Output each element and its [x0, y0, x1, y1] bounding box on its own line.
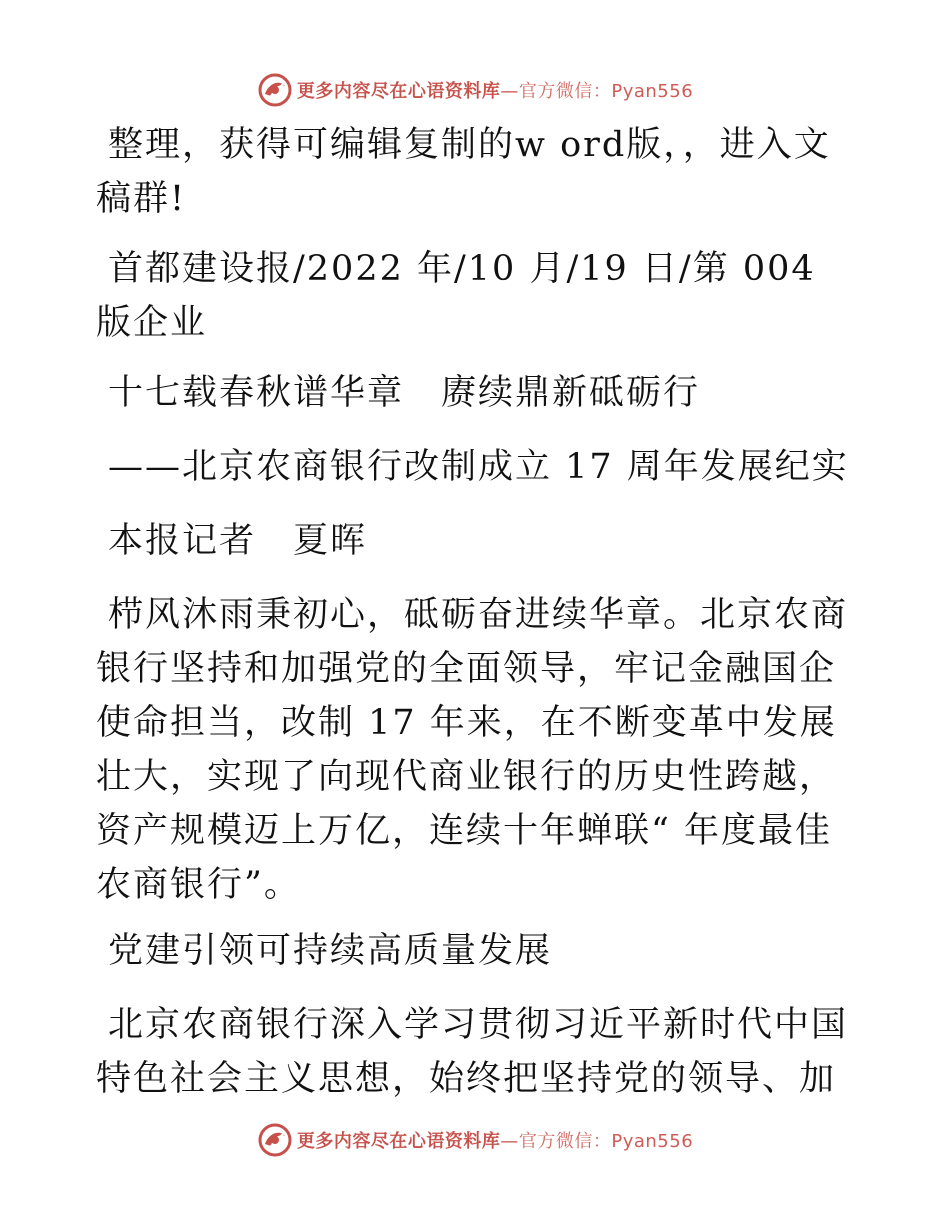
- paragraph: 北京农商银行深入学习贯彻习近平新时代中国特色社会主义思想，始终把坚持党的领导、加: [96, 1005, 849, 1099]
- watermark-label: 官方微信：: [518, 1131, 612, 1152]
- document-body: [96, 118, 856, 1126]
- article-subtitle: ——北京农商银行改制成立 17 周年发展纪实: [108, 447, 849, 487]
- article-title: 十七载春秋谱华章 赓续鼎新砥砺行: [108, 373, 701, 413]
- red-swirl-logo-icon: [257, 1122, 293, 1158]
- watermark-dash: —: [500, 1131, 519, 1152]
- byline: 本报记者 夏晖: [108, 521, 368, 561]
- footer-watermark: [0, 1118, 950, 1162]
- watermark-dash: —: [500, 81, 519, 102]
- watermark-handle: Pyan556: [611, 1131, 694, 1152]
- intro-note: 整理，获得可编辑复制的w ord版，，进入文稿群!: [96, 125, 831, 219]
- watermark-handle: Pyan556: [611, 81, 694, 102]
- paragraph: 栉风沐雨秉初心，砥砺奋进续华章。北京农商银行坚持和加强党的全面领导，牢记金融国企使命担当，改制 17 年来，在不断变革中发展壮大，实现了向现代商业银行的历史性跨越，资产规模迈上万亿，连续十年蝉联“ 年度最佳农商银行”。: [96, 595, 849, 905]
- red-swirl-logo-icon: [257, 72, 293, 108]
- header-watermark: [0, 68, 950, 112]
- watermark-label: 官方微信：: [518, 81, 612, 102]
- section-heading: 党建引领可持续高质量发展: [108, 931, 553, 971]
- watermark-main-text: 更多内容尽在心语资料库: [296, 81, 501, 102]
- source-line: 首都建设报/2022 年/10 月/19 日/第 004 版企业: [96, 249, 816, 343]
- watermark-main-text: 更多内容尽在心语资料库: [296, 1131, 501, 1152]
